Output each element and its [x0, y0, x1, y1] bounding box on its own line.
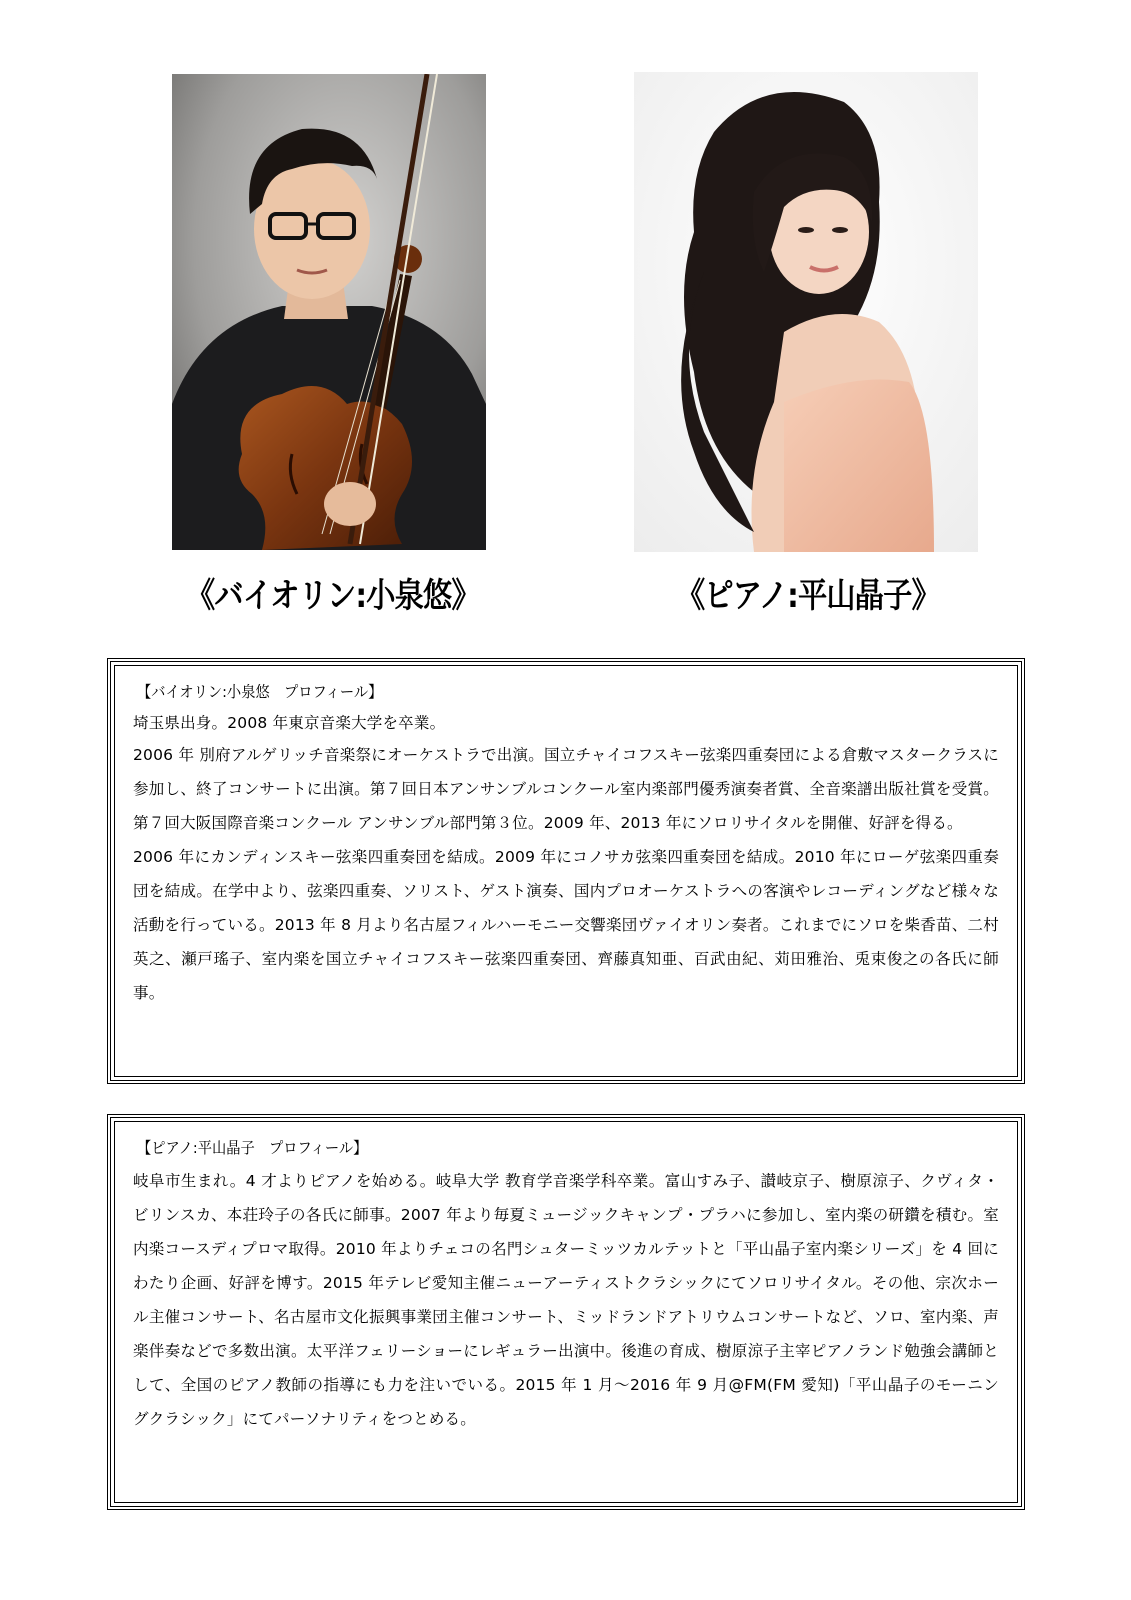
violinist-profile-paragraph: 2006 年 別府アルゲリッチ音楽祭にオーケストラで出演。国立チャイコフスキー弦楽四重奏団による倉敷マスタークラスに参加し、終了コンサートに出演。第７回日本アンサンブルコンクール室内楽部門優秀演奏者賞、全音楽譜出版社賞を受賞。第７回大阪国際音楽コンクール アンサンブル部門第３位。2009 年、2013 年にソロリサイタルを開催、好評を得る。: [133, 746, 999, 832]
pianist-profile-heading: 【ピアノ:平山晶子 プロフィール】: [137, 1139, 368, 1157]
violinist-profile-paragraph: 埼玉県出身。2008 年東京音楽大学を卒業。: [133, 714, 446, 732]
violinist-profile-paragraph: 2006 年にカンディンスキー弦楽四重奏団を結成。2009 年にコノサカ弦楽四重奏団を結成。2010 年にローゲ弦楽四重奏団を結成。在学中より、弦楽四重奏、ソリスト、ゲスト演奏、国内プロオーケストラへの客演やレコーディングなど様々な活動を行っている。2013 年 8 月より名古屋フィルハーモニー交響楽団ヴァイオリン奏者。これまでにソロを柴香苗、二村英之、瀬戸瑤子、室内楽を国立チャイコフスキー弦楽四重奏団、齊藤真知亜、百武由紀、苅田雅治、兎束俊之の各氏に師事。: [133, 848, 999, 1002]
violinist-profile-heading: 【バイオリン:小泉悠 プロフィール】: [137, 683, 383, 701]
violinist-caption: 《バイオリン:小泉悠》: [186, 576, 480, 616]
pianist-profile-box: [107, 1114, 1025, 1510]
pianist-profile-paragraph: 岐阜市生まれ。4 才よりピアノを始める。岐阜大学 教育学音楽学科卒業。富山すみ子、讃岐京子、樹原涼子、クヴィタ・ビリンスカ、本荘玲子の各氏に師事。2007 年より毎夏ミュージックキャンプ・プラハに参加し、室内楽の研鑽を積む。室内楽コースディプロマ取得。2010 年よりチェコの名門シュターミッツカルテットと「平山晶子室内楽シリーズ」を 4 回にわたり企画、好評を博す。2015 年テレビ愛知主催ニューアーティストクラシックにてソロリサイタル。その他、宗次ホール主催コンサート、名古屋市文化振興事業団主催コンサート、ミッドランドアトリウムコンサートなど、ソロ、室内楽、声楽伴奏などで多数出演。太平洋フェリーショーにレギュラー出演中。後進の育成、樹原涼子主宰ピアノランド勉強会講師として、全国のピアノ教師の指導にも力を注いでいる。2015 年 1 月～2016 年 9 月@FM(FM 愛知)「平山晶子のモーニングクラシック」にてパーソナリティをつとめる。: [133, 1172, 999, 1428]
pianist-caption: 《ピアノ:平山晶子》: [676, 576, 940, 616]
violinist-profile-box: [107, 658, 1025, 1084]
pianist-photo: [634, 72, 978, 552]
violinist-photo: [172, 74, 486, 550]
